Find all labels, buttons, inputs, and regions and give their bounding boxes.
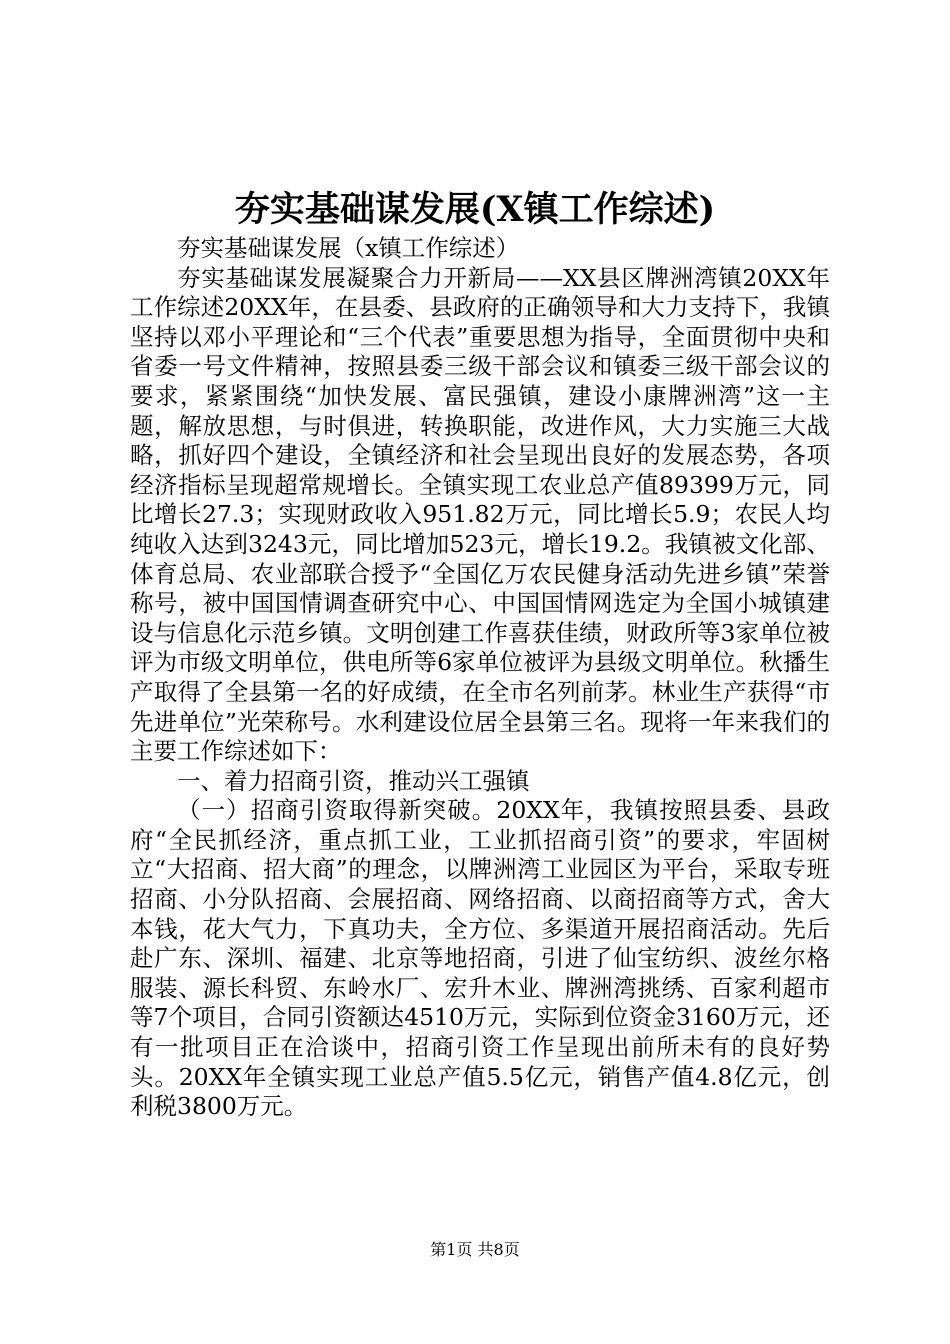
paragraph-subtitle: 夯实基础谋发展（x镇工作综述） xyxy=(177,234,520,262)
paragraph-investment: （一）招商引资取得新突破。20XX年，我镇按照县委、县政府“全民抓经济，重点抓工业，工业抓招商引资”的要求，牢固树立“大招商、招大商”的理念，以牌洲湾工业园区为平台，采取专班招商、小分队招商、会展招商、网络招商、以商招商等方式，舍大本钱，花大气力，下真功夫，全方位、多渠道开展招商活动。先后赴广东、深圳、福建、北京等地招商，引进了仙宝纺织、波丝尔格服装、源长科贸、东岭水厂、宏升木业、牌洲湾挑绣、百家利超市等7个项目，合同引资额达4510万元，实际到位资金3160万元，还有一批项目正在洽谈中，招商引资工作呈现出前所未有的良好势头。20XX年全镇实现工业总产值5.5亿元，销售产值4.8亿元，创利税3800万元。 xyxy=(130,796,830,1121)
document-title: 夯实基础谋发展(X镇工作综述) xyxy=(234,189,716,230)
document-body xyxy=(130,234,830,1122)
page-footer: 第1页 共8页 xyxy=(430,1240,520,1259)
section-heading: 一、着力招商引资，推动兴工强镇 xyxy=(177,766,530,795)
paragraph-overview: 夯实基础谋发展凝聚合力开新局——XX县区牌洲湾镇20XX年工作综述20XX年，在县委、县政府的正确领导和大力支持下，我镇坚持以邓小平理论和“三个代表”重要思想为指导，全面贯彻中央和省委一号文件精神，按照县委三级干部会议和镇委三级干部会议的要求，紧紧围绕“加快发展、富民强镇，建设小康牌洲湾”这一主题，解放思想，与时俱进，转换职能，改进作风，大力实施三大战略，抓好四个建设，全镇经济和社会呈现出良好的发展态势，各项经济指标呈现超常规增长。全镇实现工农业总产值89399万元，同比增长27.3；实现财政收入951.82万元，同比增长5.9；农民人均纯收入达到3243元，同比增加523元，增长19.2。我镇被文化部、体育总局、农业部联合授予“全国亿万农民健身活动先进乡镇”荣誉称号，被中国国情调查研究中心、中国国情网选定为全国小城镇建设与信息化示范乡镇。文明创建工作喜获佳绩，财政所等3家单位被评为市级文明单位，供电所等6家单位被评为县级文明单位。秋播生产取得了全县第一名的好成绩，在全市名列前茅。林业生产获得“市先进单位”光荣称号。水利建设位居全县第三名。现将一年来我们的主要工作综述如下： xyxy=(130,263,830,766)
